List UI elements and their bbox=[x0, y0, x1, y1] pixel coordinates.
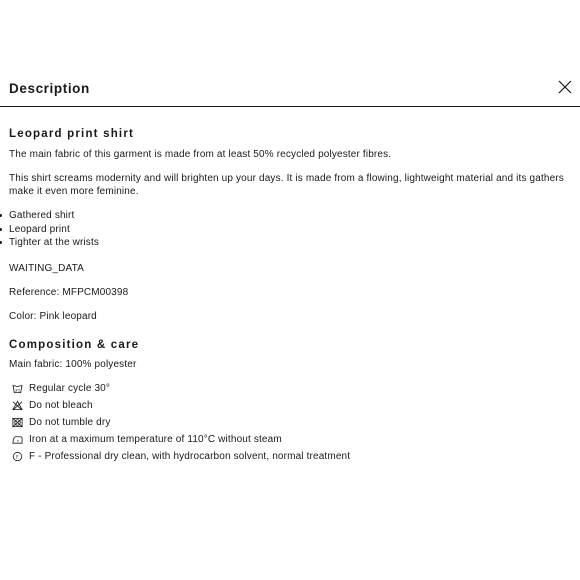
wash-icon bbox=[12, 383, 23, 394]
feature-list bbox=[9, 209, 569, 250]
status-text: WAITING_DATA bbox=[9, 262, 84, 274]
color-text: Color: Pink leopard bbox=[9, 310, 97, 322]
care-list bbox=[9, 380, 569, 465]
list-item: Tighter at the wrists bbox=[9, 236, 569, 250]
no-tumble-dry-icon bbox=[12, 417, 23, 428]
description-content bbox=[9, 126, 569, 465]
care-item bbox=[9, 448, 569, 465]
care-item bbox=[9, 431, 569, 448]
reference-text: Reference: MFPCM00398 bbox=[9, 286, 129, 298]
close-icon[interactable] bbox=[558, 80, 572, 94]
care-item bbox=[9, 380, 569, 397]
composition-title: Composition & care bbox=[9, 338, 140, 351]
panel-title: Description bbox=[9, 81, 90, 96]
care-label: Regular cycle 30° bbox=[29, 382, 111, 394]
main-fabric-text: Main fabric: 100% polyester bbox=[9, 358, 137, 370]
care-label: F - Professional dry clean, with hydrocarbon solvent, normal treatment bbox=[29, 450, 351, 462]
care-label: Do not bleach bbox=[29, 399, 93, 411]
svg-text:F: F bbox=[16, 454, 19, 460]
care-item bbox=[9, 397, 569, 414]
list-item: Leopard print bbox=[9, 223, 569, 237]
svg-text:30: 30 bbox=[14, 386, 21, 392]
care-item bbox=[9, 414, 569, 431]
fabric-intro: The main fabric of this garment is made from at least 50% recycled polyester fibres. bbox=[9, 149, 392, 160]
dry-clean-icon bbox=[12, 451, 23, 462]
care-label: Do not tumble dry bbox=[29, 416, 111, 428]
list-item: Gathered shirt bbox=[9, 209, 569, 223]
care-label: Iron at a maximum temperature of 110°C without steam bbox=[29, 433, 282, 445]
product-name: Leopard print shirt bbox=[9, 128, 135, 140]
product-description: This shirt screams modernity and will brighten up your days. It is made from a flowing, lightweight material and its gathers make it even more feminine. bbox=[9, 173, 564, 197]
no-bleach-icon bbox=[12, 400, 23, 411]
iron-icon bbox=[12, 434, 23, 445]
panel-header bbox=[0, 78, 580, 107]
